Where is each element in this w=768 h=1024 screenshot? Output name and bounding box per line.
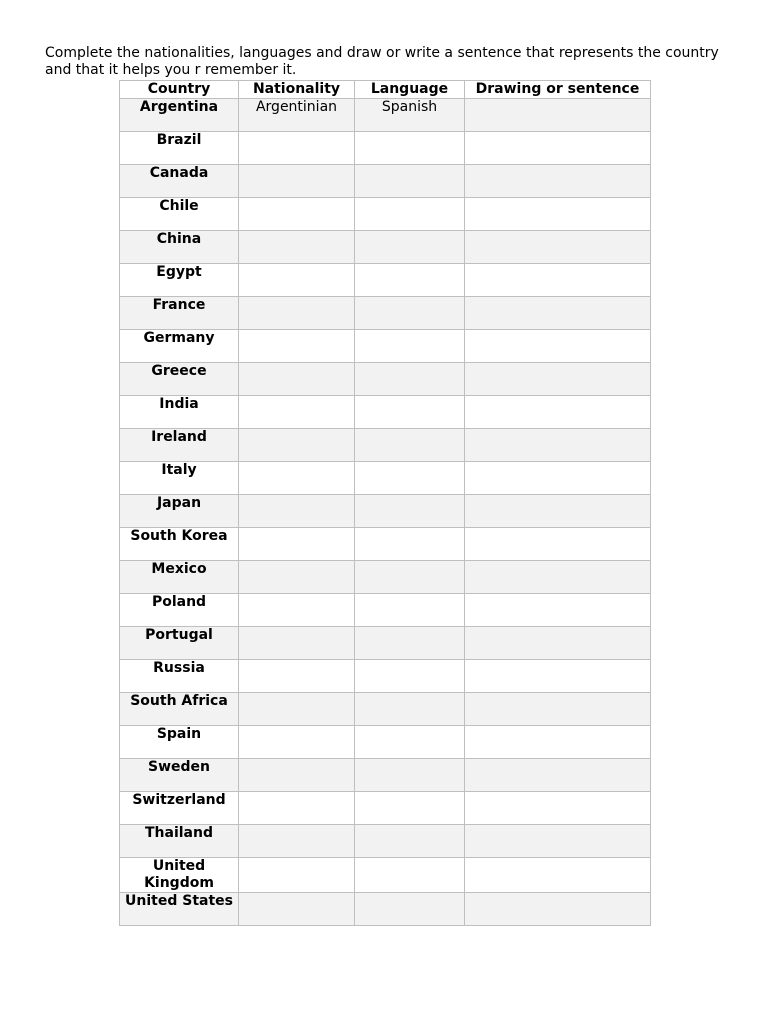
language-cell[interactable]	[355, 825, 465, 858]
nationality-cell[interactable]	[239, 660, 355, 693]
nationality-cell[interactable]	[239, 396, 355, 429]
language-cell[interactable]	[355, 231, 465, 264]
country-cell: Switzerland	[120, 792, 239, 825]
table-row	[120, 462, 651, 495]
country-cell: Portugal	[120, 627, 239, 660]
table-row	[120, 429, 651, 462]
table-row	[120, 792, 651, 825]
worksheet-instructions: Complete the nationalities, languages and draw or write a sentence that represents the country and that it helps you r remember it.	[45, 45, 719, 78]
drawing-or-sentence-cell[interactable]	[465, 627, 651, 660]
drawing-or-sentence-cell[interactable]	[465, 561, 651, 594]
table-row	[120, 165, 651, 198]
country-cell: South Africa	[120, 693, 239, 726]
country-cell: China	[120, 231, 239, 264]
language-cell[interactable]	[355, 561, 465, 594]
nationality-cell[interactable]: Argentinian	[239, 99, 355, 132]
language-cell[interactable]	[355, 495, 465, 528]
drawing-or-sentence-cell[interactable]	[465, 264, 651, 297]
drawing-or-sentence-cell[interactable]	[465, 528, 651, 561]
table-row	[120, 495, 651, 528]
language-cell[interactable]	[355, 363, 465, 396]
country-cell: Egypt	[120, 264, 239, 297]
country-cell: Mexico	[120, 561, 239, 594]
country-cell: Greece	[120, 363, 239, 396]
table-row	[120, 693, 651, 726]
language-cell[interactable]	[355, 462, 465, 495]
country-cell: Argentina	[120, 99, 239, 132]
drawing-or-sentence-cell[interactable]	[465, 231, 651, 264]
language-cell[interactable]	[355, 429, 465, 462]
country-cell: Canada	[120, 165, 239, 198]
nationality-cell[interactable]	[239, 627, 355, 660]
drawing-or-sentence-cell[interactable]	[465, 660, 651, 693]
language-cell[interactable]: Spanish	[355, 99, 465, 132]
drawing-or-sentence-cell[interactable]	[465, 165, 651, 198]
drawing-or-sentence-cell[interactable]	[465, 396, 651, 429]
nationality-cell[interactable]	[239, 825, 355, 858]
table-row	[120, 893, 651, 926]
country-cell: Chile	[120, 198, 239, 231]
nationality-cell[interactable]	[239, 726, 355, 759]
table-row	[120, 594, 651, 627]
drawing-or-sentence-cell[interactable]	[465, 462, 651, 495]
language-cell[interactable]	[355, 858, 465, 893]
drawing-or-sentence-cell[interactable]	[465, 198, 651, 231]
header-drawing-or-sentence: Drawing or sentence	[465, 81, 651, 99]
language-cell[interactable]	[355, 297, 465, 330]
language-cell[interactable]	[355, 198, 465, 231]
country-cell: United Kingdom	[120, 858, 239, 893]
nationality-cell[interactable]	[239, 198, 355, 231]
language-cell[interactable]	[355, 627, 465, 660]
nationality-cell[interactable]	[239, 759, 355, 792]
drawing-or-sentence-cell[interactable]	[465, 429, 651, 462]
table-row	[120, 363, 651, 396]
table-row	[120, 825, 651, 858]
nationality-cell[interactable]	[239, 594, 355, 627]
table-row	[120, 726, 651, 759]
table-row	[120, 330, 651, 363]
language-cell[interactable]	[355, 693, 465, 726]
country-cell: Brazil	[120, 132, 239, 165]
table-row	[120, 396, 651, 429]
nationality-cell[interactable]	[239, 528, 355, 561]
language-cell[interactable]	[355, 594, 465, 627]
country-cell: Germany	[120, 330, 239, 363]
country-cell: Italy	[120, 462, 239, 495]
header-language: Language	[355, 81, 465, 99]
language-cell[interactable]	[355, 330, 465, 363]
table-row	[120, 231, 651, 264]
language-cell[interactable]	[355, 264, 465, 297]
drawing-or-sentence-cell[interactable]	[465, 726, 651, 759]
language-cell[interactable]	[355, 132, 465, 165]
table-row	[120, 660, 651, 693]
nationality-cell[interactable]	[239, 264, 355, 297]
nationality-cell[interactable]	[239, 231, 355, 264]
drawing-or-sentence-cell[interactable]	[465, 495, 651, 528]
nationality-cell[interactable]	[239, 495, 355, 528]
language-cell[interactable]	[355, 759, 465, 792]
language-cell[interactable]	[355, 396, 465, 429]
country-cell: Russia	[120, 660, 239, 693]
drawing-or-sentence-cell[interactable]	[465, 132, 651, 165]
table-row	[120, 198, 651, 231]
header-country: Country	[120, 81, 239, 99]
language-cell[interactable]	[355, 726, 465, 759]
language-cell[interactable]	[355, 165, 465, 198]
nationality-cell[interactable]	[239, 297, 355, 330]
drawing-or-sentence-cell[interactable]	[465, 792, 651, 825]
nationality-cell[interactable]	[239, 330, 355, 363]
country-cell: South Korea	[120, 528, 239, 561]
table-row	[120, 627, 651, 660]
country-cell: United States	[120, 893, 239, 926]
nationality-cell[interactable]	[239, 792, 355, 825]
drawing-or-sentence-cell[interactable]	[465, 693, 651, 726]
language-cell[interactable]	[355, 660, 465, 693]
country-cell: France	[120, 297, 239, 330]
table-row	[120, 561, 651, 594]
drawing-or-sentence-cell[interactable]	[465, 297, 651, 330]
language-cell[interactable]	[355, 792, 465, 825]
table-row	[120, 858, 651, 893]
country-cell: Sweden	[120, 759, 239, 792]
drawing-or-sentence-cell[interactable]	[465, 330, 651, 363]
drawing-or-sentence-cell[interactable]	[465, 825, 651, 858]
language-cell[interactable]	[355, 893, 465, 926]
nationality-cell[interactable]	[239, 132, 355, 165]
nationality-cell[interactable]	[239, 462, 355, 495]
header-nationality: Nationality	[239, 81, 355, 99]
country-cell: Japan	[120, 495, 239, 528]
language-cell[interactable]	[355, 528, 465, 561]
nationality-cell[interactable]	[239, 363, 355, 396]
drawing-or-sentence-cell[interactable]	[465, 594, 651, 627]
country-cell: India	[120, 396, 239, 429]
table-row	[120, 528, 651, 561]
nationality-cell[interactable]	[239, 561, 355, 594]
nationality-cell[interactable]	[239, 165, 355, 198]
country-cell: Spain	[120, 726, 239, 759]
table-row	[120, 297, 651, 330]
nationality-cell[interactable]	[239, 429, 355, 462]
nationality-cell[interactable]	[239, 893, 355, 926]
nationality-cell[interactable]	[239, 693, 355, 726]
table-row	[120, 264, 651, 297]
country-cell: Thailand	[120, 825, 239, 858]
drawing-or-sentence-cell[interactable]	[465, 99, 651, 132]
countries-table	[119, 80, 651, 926]
table-header-row	[120, 81, 651, 99]
nationality-cell[interactable]	[239, 858, 355, 893]
table-row	[120, 132, 651, 165]
table-row	[120, 99, 651, 132]
drawing-or-sentence-cell[interactable]	[465, 363, 651, 396]
drawing-or-sentence-cell[interactable]	[465, 858, 651, 893]
table-body	[120, 99, 651, 926]
table-row	[120, 759, 651, 792]
country-cell: Ireland	[120, 429, 239, 462]
country-cell: Poland	[120, 594, 239, 627]
drawing-or-sentence-cell[interactable]	[465, 893, 651, 926]
drawing-or-sentence-cell[interactable]	[465, 759, 651, 792]
